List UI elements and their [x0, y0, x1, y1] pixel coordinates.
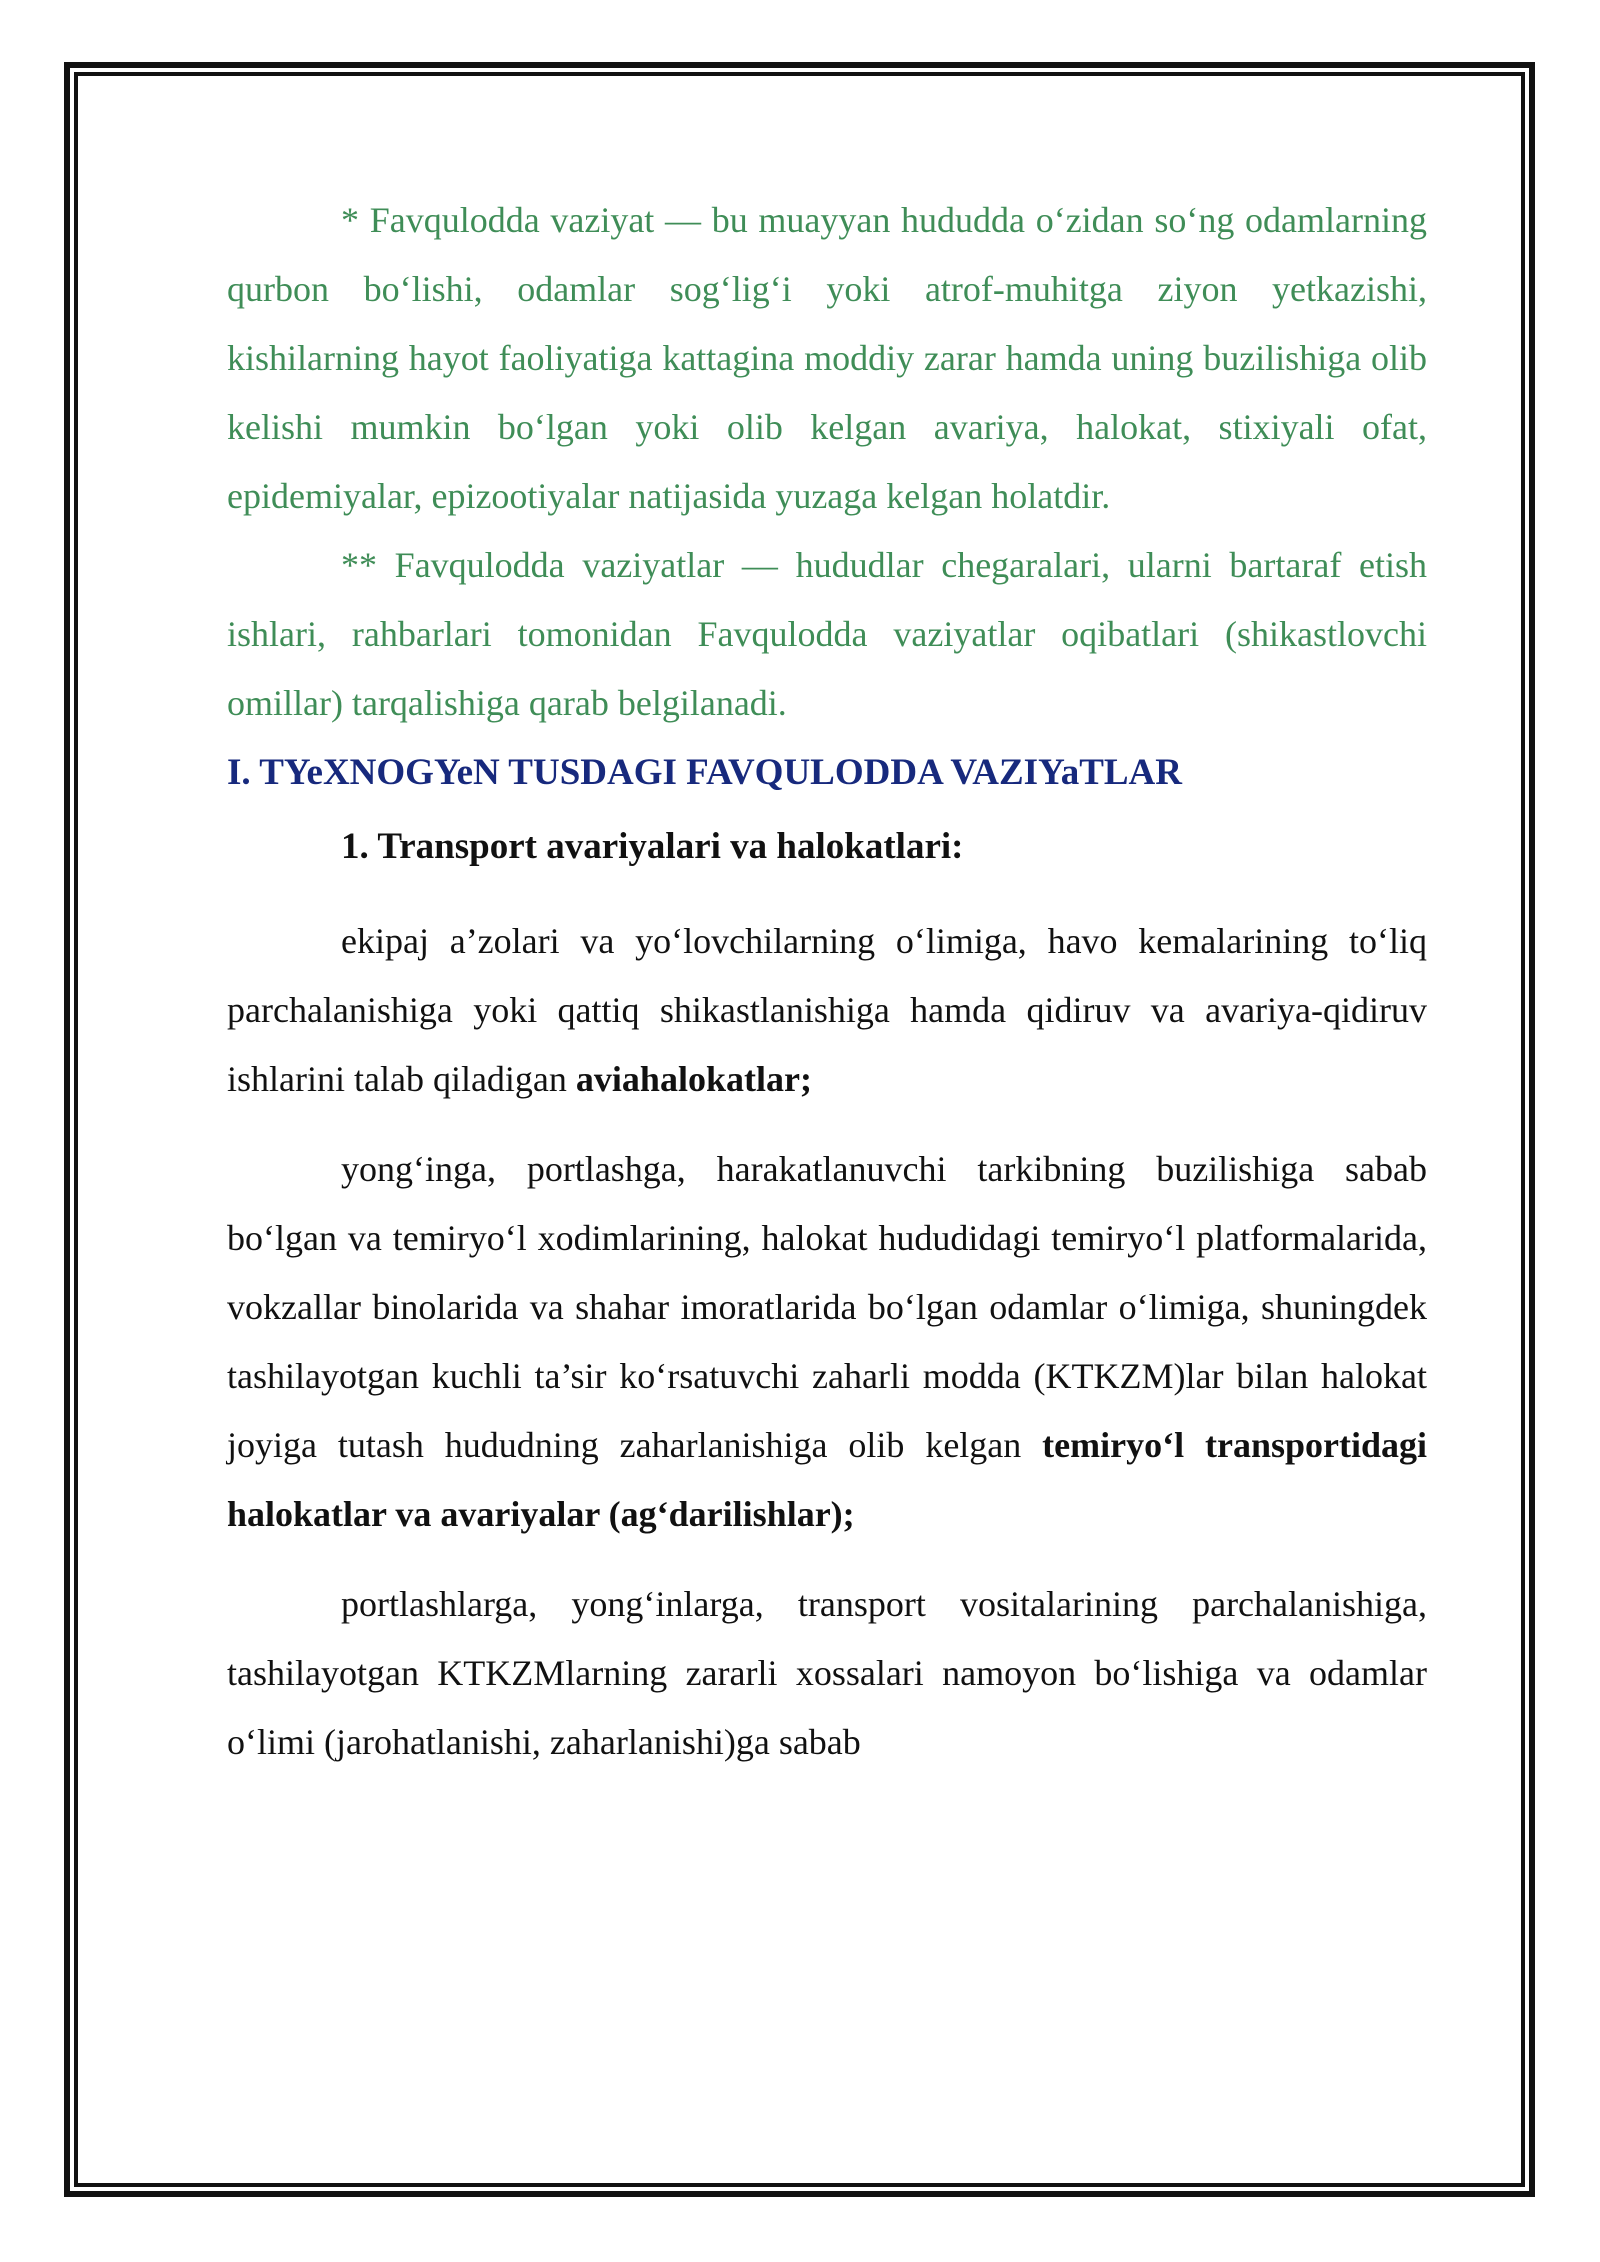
- section-heading: I. TYeXNOGYeN TUSDAGI FAVQULODDA VAZIYaTLAR: [227, 752, 1182, 793]
- paragraph-transport-hazards: portlashlarga, yongʻinlarga, transport vositalarining parchalanishiga, tashilayotgan KTKZMlarning zararli xossalari namoyon boʻlishiga va odamlar oʻlimi (jarohatlanishi, zaharlanishi)ga sabab: [227, 1584, 1427, 1762]
- paragraph-aviation-text: ekipaj a’zolari va yoʻlovchilarning oʻlimiga, havo kemalarining toʻliq parchalanishiga yoki qattiq shikastlanishiga hamda qidiruv va avariya-qidiruv ishlarini talab qiladigan: [227, 921, 1427, 1099]
- subsection-heading: 1. Transport avariyalari va halokatlari:: [341, 826, 964, 867]
- document-body: [227, 186, 1427, 1777]
- paragraph-railway-term: temiryoʻl transportidagi halokatlar va avariyalar (agʻdarilishlar);: [227, 1425, 1427, 1534]
- paragraph-railway-text: yongʻinga, portlashga, harakatlanuvchi tarkibning buzilishiga sabab boʻlgan va temiryoʻl xodimlarining, halokat hududidagi temiryoʻl platformalarida, vokzallar binolarida va shahar imoratlarida boʻlgan odamlar oʻlimiga, shuningdek tashilayotgan kuchli ta’sir koʻrsatuvchi zaharli modda (KTKZM)lar bilan halokat joyiga tutash hududning zaharlanishiga olib kelgan: [227, 1149, 1427, 1465]
- definition-emergency-situations-classification: ** Favqulodda vaziyatlar — hududlar chegaralari, ularni bartaraf etish ishlari, rahbarlari tomonidan Favqulodda vaziyatlar oqibatlari (shikastlovchi omillar) tarqalishiga qarab belgilanadi.: [227, 545, 1427, 723]
- paragraph-aviation: [227, 907, 1427, 1114]
- definition-emergency-situation: * Favqulodda vaziyat — bu muayyan hududda oʻzidan soʻng odamlarning qurbon boʻlishi, odamlar sogʻligʻi yoki atrof-muhitga ziyon yetkazishi, kishilarning hayot faoliyatiga kattagina moddiy zarar hamda uning buzilishiga olib kelishi mumkin boʻlgan yoki olib kelgan avariya, halokat, stixiyali ofat, epidemiyalar, epizootiyalar natijasida yuzaga kelgan holatdir.: [227, 200, 1427, 516]
- paragraph-railway: [227, 1135, 1427, 1549]
- paragraph-aviation-term: aviahalokatlar;: [575, 1059, 812, 1099]
